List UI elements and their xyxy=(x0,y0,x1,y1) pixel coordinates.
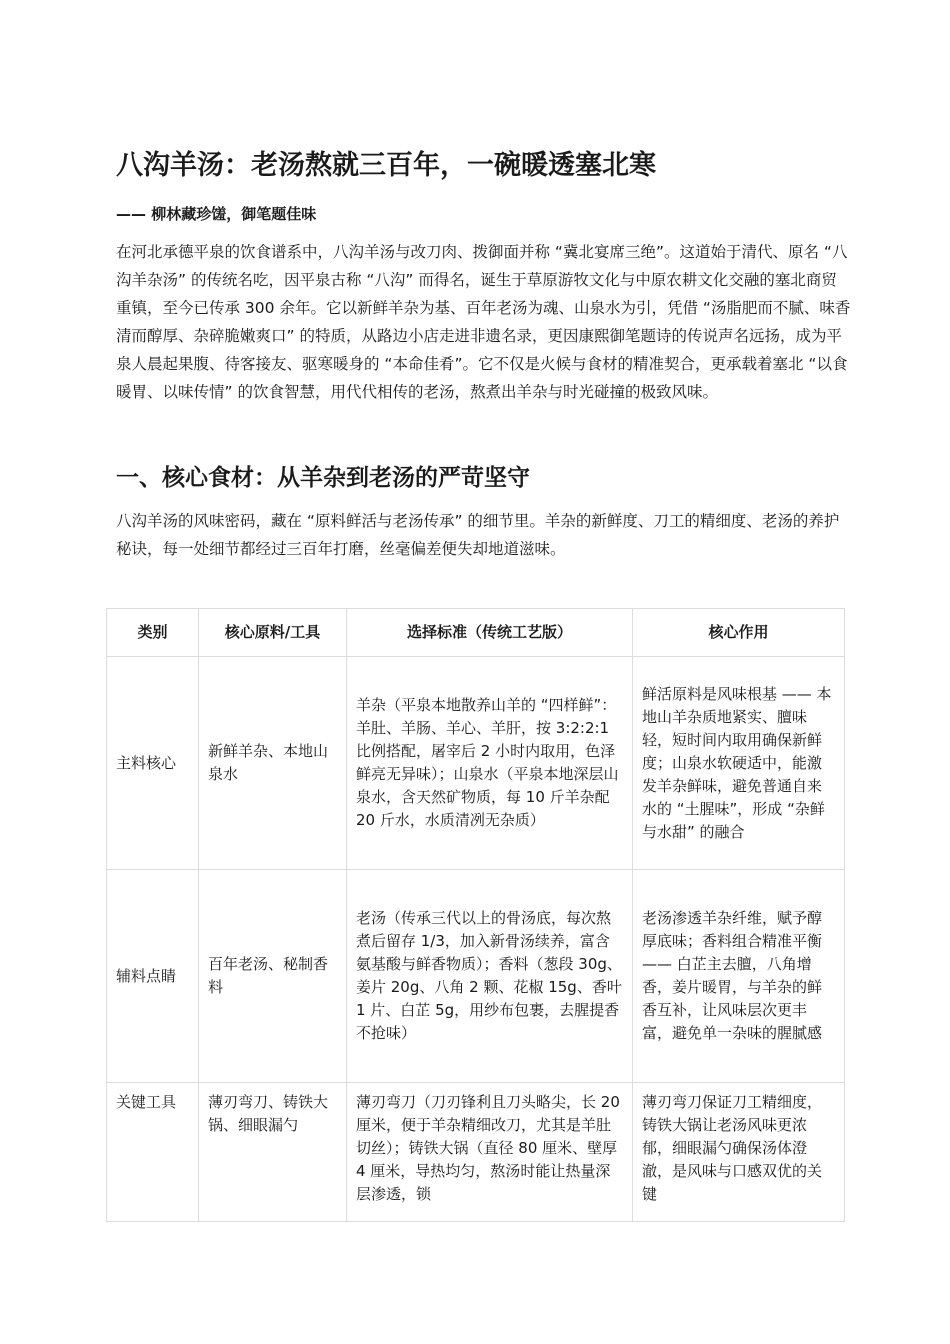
header-material: 核心原料/工具 xyxy=(199,609,347,657)
article-subtitle: —— 柳林藏珍馐，御笔题佳味 xyxy=(116,205,317,223)
cell-standard: 老汤（传承三代以上的骨汤底，每次熬煮后留存 1/3，加入新骨汤续养，富含氨基酸与鲜香物质）；香料（葱段 30g、姜片 20g、八角 2 颗、花椒 15g、香叶 1 片、白芷 5g，用纱布包裹，去腥提香不抢味） xyxy=(347,870,633,1083)
ingredients-table xyxy=(106,608,845,1222)
table-header-row xyxy=(107,609,845,657)
header-category: 类别 xyxy=(107,609,199,657)
header-effect: 核心作用 xyxy=(633,609,845,657)
cell-effect: 老汤渗透羊杂纤维，赋予醇厚底味；香料组合精准平衡 —— 白芷主去膻，八角增香，姜片暖胃，与羊杂的鲜香互补，让风味层次更丰富，避免单一杂味的腥腻感 xyxy=(633,870,845,1083)
section-intro-paragraph: 八沟羊汤的风味密码，藏在 “原料鲜活与老汤传承” 的细节里。羊杂的新鲜度、刀工的精细度、老汤的养护秘诀，每一处细节都经过三百年打磨，丝毫偏差便失却地道滋味。 xyxy=(116,512,840,558)
cell-material: 百年老汤、秘制香料 xyxy=(199,870,347,1083)
table-row xyxy=(107,1083,845,1222)
table-row xyxy=(107,657,845,870)
cell-material: 薄刃弯刀、铸铁大锅、细眼漏勺 xyxy=(199,1083,347,1222)
article-title: 八沟羊汤：老汤熬就三百年，一碗暖透塞北寒 xyxy=(116,150,656,181)
cell-category: 关键工具 xyxy=(107,1083,199,1222)
cell-category: 主料核心 xyxy=(107,657,199,870)
table-row xyxy=(107,870,845,1083)
cell-effect: 薄刃弯刀保证刀工精细度，铸铁大锅让老汤风味更浓郁，细眼漏勺确保汤体澄澈，是风味与口感双优的关键 xyxy=(633,1083,845,1222)
intro-paragraph: 在河北承德平泉的饮食谱系中，八沟羊汤与改刀肉、拨御面并称 “冀北宴席三绝”。这道始于清代、原名 “八沟羊杂汤” 的传统名吃，因平泉古称 “八沟” 而得名，诞生于草原游牧文化与中原农耕文化交融的塞北商贸重镇，至今已传承 300 余年。它以新鲜羊杂为基、百年老汤为魂、山泉水为引，凭借 “汤脂肥而不腻、味香清而醇厚、杂碎脆嫩爽口” 的特质，从路边小店走进非遗名录，更因康熙御笔题诗的传说声名远扬，成为平泉人晨起果腹、待客接友、驱寒暖身的 “本命佳肴”。它不仅是火候与食材的精准契合，更承载着塞北 “以食暖胃、以味传情” 的饮食智慧，用代代相传的老汤，熬煮出羊杂与时光碰撞的极致风味。 xyxy=(116,243,851,401)
cell-standard: 羊杂（平泉本地散养山羊的 “四样鲜”：羊肚、羊肠、羊心、羊肝，按 3:2:2:1 比例搭配，屠宰后 2 小时内取用，色泽鲜亮无异味）；山泉水（平泉本地深层山泉水，含天然矿物质，每 10 斤羊杂配 20 斤水，水质清冽无杂质） xyxy=(347,657,633,870)
section-heading: 一、核心食材：从羊杂到老汤的严苛坚守 xyxy=(116,465,530,491)
cell-material: 新鲜羊杂、本地山泉水 xyxy=(199,657,347,870)
header-standard: 选择标准（传统工艺版） xyxy=(347,609,633,657)
cell-category: 辅料点睛 xyxy=(107,870,199,1083)
cell-effect: 鲜活原料是风味根基 —— 本地山羊杂质地紧实、膻味轻，短时间内取用确保新鲜度；山泉水软硬适中，能激发羊杂鲜味，避免普通自来水的 “土腥味”，形成 “杂鲜与水甜” 的融合 xyxy=(633,657,845,870)
cell-standard: 薄刃弯刀（刀刃锋利且刀头略尖，长 20 厘米，便于羊杂精细改刀，尤其是羊肚切丝）；铸铁大锅（直径 80 厘米、壁厚 4 厘米，导热均匀，熬汤时能让热量深层渗透，锁 xyxy=(347,1083,633,1222)
